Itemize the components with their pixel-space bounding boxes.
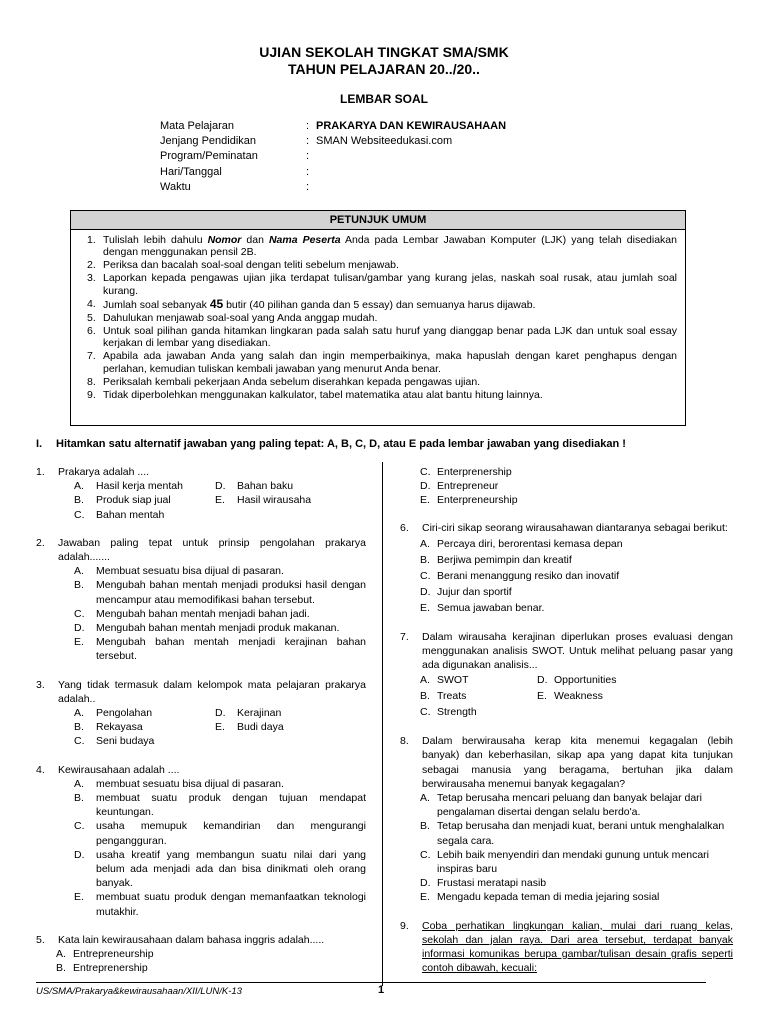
instruction-number: 4. bbox=[87, 297, 96, 310]
instruction-item bbox=[87, 298, 677, 311]
question-number: 1. bbox=[36, 466, 45, 478]
meta-label: Jenjang Pendidikan bbox=[160, 135, 257, 148]
option-b: Rekayasa bbox=[96, 721, 143, 734]
meta-label: Waktu bbox=[160, 180, 191, 193]
instruction-text-part: Anda pada Lembar Jawaban Komputer (LJK) yang telah disediakan dengan menggunakan pensil 2B. bbox=[103, 234, 677, 259]
instruction-text-part: butir (40 pilihan ganda dan 5 essay) dan semuanya harus dijawab. bbox=[223, 298, 536, 311]
option-e: Enterpreneurship bbox=[437, 494, 518, 507]
instruction-number: 1. bbox=[87, 234, 96, 246]
question-number: 5. bbox=[36, 933, 45, 946]
option-c: Berani menanggung resiko dan inovatif bbox=[437, 569, 620, 582]
option-d: Frustasi meratapi nasib bbox=[437, 877, 547, 890]
option-letter: B. bbox=[74, 721, 84, 734]
instruction-number: 6. bbox=[87, 324, 96, 337]
option-letter: D. bbox=[420, 480, 431, 493]
meta-colon: : bbox=[306, 180, 310, 193]
question-text: Dalam berwirausaha kerap kita menemui kegagalan (lebih banyak) dan keberhasilan, sikap apa yang dapat kita tunjukan sebagai manusia yang beragama, bertuhan jika dalam berwirausaha menemui banyak kegagalan? bbox=[422, 735, 733, 790]
option-e: Budi daya bbox=[237, 721, 284, 734]
question-text: Yang tidak termasuk dalam kelompok mata pelajaran prakarya adalah.. bbox=[58, 678, 366, 705]
instruction-emphasis: Nomor bbox=[207, 234, 242, 246]
option-b: Tetap berusaha dan menjadi kuat, berani untuk menghalalkan segala cara. bbox=[437, 820, 725, 847]
meta-row-subject bbox=[160, 119, 506, 134]
instruction-text: Dahulukan menjawab soal-soal yang Anda anggap mudah. bbox=[103, 311, 378, 324]
right-column bbox=[400, 465, 733, 989]
question-text: Kewirausahaan adalah .... bbox=[58, 763, 180, 776]
option-letter: D. bbox=[74, 848, 85, 861]
sheet-title: LEMBAR SOAL bbox=[340, 92, 428, 106]
option-d: Entrepreneur bbox=[437, 480, 499, 493]
option-letter: D. bbox=[537, 674, 548, 687]
instructions-title: PETUNJUK UMUM bbox=[71, 211, 685, 230]
instruction-item bbox=[87, 325, 677, 350]
option-c: Lebih baik menyendiri dan mendaki gunung untuk mencari inspiras baru bbox=[437, 848, 710, 876]
option-letter: E. bbox=[420, 601, 430, 614]
option-letter: A. bbox=[74, 565, 84, 578]
question-5 bbox=[36, 933, 366, 976]
option-c: Strength bbox=[437, 706, 477, 719]
column-divider bbox=[382, 462, 383, 986]
meta-row-date bbox=[160, 165, 506, 180]
option-b: Produk siap jual bbox=[96, 494, 171, 507]
option-a: SWOT bbox=[437, 674, 469, 687]
instruction-text-part: dan bbox=[241, 234, 269, 246]
option-letter: A. bbox=[420, 792, 430, 805]
option-d: usaha kreatif yang membangun suatu nilai dari yang belum ada menjadi ada dan bisa dinikmati oleh orang banyak. bbox=[96, 848, 366, 890]
exam-title: UJIAN SEKOLAH TINGKAT SMA/SMK bbox=[259, 44, 509, 60]
option-a: membuat sesuatu bisa dijual di pasaran. bbox=[96, 777, 284, 790]
option-e: Mengadu kepada teman di media jejaring sosial bbox=[437, 891, 660, 904]
exam-info bbox=[160, 119, 506, 195]
option-letter: A. bbox=[420, 674, 430, 687]
page-number: 1 bbox=[378, 984, 385, 996]
question-7 bbox=[400, 630, 733, 721]
option-letter: A. bbox=[56, 948, 66, 961]
instruction-text: Laporkan kepada pengawas ujian jika terdapat tulisan/gambar yang kurang jelas, naskah soal rusak, atau jumlah soal kurang. bbox=[103, 272, 677, 297]
option-c: usaha memupuk kemandirian dan mengurangi pengangguran. bbox=[96, 820, 366, 847]
option-letter: B. bbox=[56, 962, 66, 975]
option-letter: E. bbox=[537, 690, 547, 703]
option-a: Pengolahan bbox=[96, 707, 153, 720]
option-letter: D. bbox=[420, 585, 431, 598]
option-letter: C. bbox=[420, 848, 431, 861]
question-4 bbox=[36, 763, 366, 919]
meta-value: SMAN Websiteedukasi.com bbox=[316, 135, 453, 148]
option-letter: B. bbox=[74, 494, 84, 507]
meta-label: Hari/Tanggal bbox=[160, 165, 222, 178]
instruction-text: Tidak diperbolehkan menggunakan kalkulator, tabel matematika atau alat bantu hitung lainnya. bbox=[103, 388, 543, 401]
question-8 bbox=[400, 734, 733, 904]
question-number: 6. bbox=[400, 521, 409, 534]
instruction-number: 5. bbox=[87, 311, 96, 324]
question-text: Jawaban paling tepat untuk prinsip pengolahan prakarya adalah....... bbox=[58, 536, 366, 564]
option-letter: A. bbox=[74, 480, 84, 493]
option-letter: E. bbox=[420, 494, 430, 507]
instruction-item bbox=[87, 234, 677, 259]
option-letter: A. bbox=[74, 707, 84, 720]
meta-colon: : bbox=[306, 120, 310, 132]
instruction-number: 3. bbox=[87, 272, 96, 285]
instruction-item bbox=[87, 312, 677, 324]
option-e: Semua jawaban benar. bbox=[437, 601, 545, 614]
option-letter: C. bbox=[74, 607, 85, 620]
instruction-emphasis: Nama Peserta bbox=[268, 234, 341, 246]
option-d: Opportunities bbox=[554, 674, 617, 687]
option-c: Seni budaya bbox=[96, 735, 155, 748]
instruction-text: Periksa dan bacalah soal-soal dengan teliti sebelum menjawab. bbox=[103, 259, 399, 272]
option-d: Jujur dan sportif bbox=[437, 585, 512, 598]
instruction-text: Periksalah kembali pekerjaan Anda sebelum diserahkan kepada pengawas ujian. bbox=[103, 375, 481, 388]
question-1 bbox=[36, 465, 366, 522]
meta-colon: : bbox=[306, 135, 310, 148]
option-e: Weakness bbox=[554, 690, 603, 703]
instruction-number: 9. bbox=[87, 388, 96, 401]
section-text: Hitamkan satu alternatif jawaban yang paling tepat: A, B, C, D, atau E pada lembar jawaban yang disediakan ! bbox=[56, 438, 626, 450]
option-letter: B. bbox=[74, 579, 84, 592]
meta-label: Program/Peminatan bbox=[160, 150, 258, 163]
option-b: Treats bbox=[437, 690, 467, 703]
instruction-item bbox=[87, 389, 677, 401]
meta-row-program bbox=[160, 149, 506, 164]
option-d: Kerajinan bbox=[237, 707, 282, 720]
option-letter: D. bbox=[215, 480, 226, 493]
instruction-text bbox=[103, 234, 677, 259]
option-e: membuat suatu produk dengan memanfaatkan teknologi mutakhir. bbox=[96, 891, 366, 918]
option-b: Berjiwa pemimpin dan kreatif bbox=[437, 553, 572, 566]
general-instructions-box bbox=[70, 210, 686, 426]
question-3 bbox=[36, 678, 366, 749]
question-text: Coba perhatikan lingkungan kalian, mulai dari ruang kelas, sekolah dan jalan raya. Dari area tersebut, terdapat banyak informasi komunikas berupa gambar/tulisan desain grafis seperti contoh dibawah, kecuali: bbox=[422, 919, 733, 975]
option-a: Membuat sesuatu bisa dijual di pasaran. bbox=[96, 565, 284, 578]
question-5-continued bbox=[400, 465, 733, 508]
meta-colon: : bbox=[306, 150, 310, 163]
option-letter: B. bbox=[74, 792, 84, 805]
question-number: 9. bbox=[400, 919, 409, 932]
option-letter: E. bbox=[420, 891, 430, 904]
option-letter: C. bbox=[420, 466, 431, 478]
instruction-text: Untuk soal pilihan ganda hitamkan lingkaran pada salah satu huruf yang dianggap benar pada LJK dan untuk soal essay kerjakan di lembar yang disediakan. bbox=[103, 324, 677, 350]
section-number: I. bbox=[36, 438, 43, 450]
option-letter: B. bbox=[420, 553, 430, 566]
option-letter: D. bbox=[420, 877, 431, 890]
instruction-text: Apabila ada jawaban Anda yang salah dan ingin memperbaikinya, maka hapuslah dengan karet penghapus dengan perlahan, kemudian tuliskan kembali jawaban yang menurut Anda benar. bbox=[103, 350, 677, 375]
instruction-item bbox=[87, 350, 677, 375]
option-letter: D. bbox=[215, 707, 226, 720]
instruction-text-part: Tulislah lebih dahulu bbox=[103, 234, 208, 246]
option-letter: E. bbox=[215, 494, 225, 507]
meta-label: Mata Pelajaran bbox=[160, 120, 234, 132]
option-letter: E. bbox=[215, 721, 225, 734]
instruction-item bbox=[87, 376, 677, 388]
option-letter: A. bbox=[74, 777, 84, 790]
option-b: Entreprenership bbox=[73, 962, 148, 975]
academic-year: TAHUN PELAJARAN 20../20.. bbox=[288, 61, 480, 77]
question-text: Ciri-ciri sikap seorang wirausahawan diantaranya sebagai berikut: bbox=[422, 521, 728, 534]
option-e: Mengubah bahan mentah menjadi kerajinan bahan tersebut. bbox=[96, 636, 366, 663]
option-letter: A. bbox=[420, 537, 430, 550]
option-d: Bahan baku bbox=[237, 480, 294, 493]
question-number: 2. bbox=[36, 536, 45, 549]
option-letter: C. bbox=[420, 569, 431, 582]
question-number: 3. bbox=[36, 678, 45, 691]
option-a: Entrepreneurship bbox=[73, 948, 154, 961]
option-c: Mengubah bahan mentah menjadi bahan jadi. bbox=[96, 607, 310, 620]
instruction-number: 8. bbox=[87, 375, 96, 388]
option-b: Mengubah bahan mentah menjadi produksi hasil dengan mencampur atau memodifikasi bahan tersebut. bbox=[96, 579, 366, 606]
left-column bbox=[36, 465, 366, 990]
question-number: 8. bbox=[400, 735, 409, 748]
question-text: Prakarya adalah .... bbox=[58, 466, 150, 478]
option-a: Percaya diri, berorentasi kemasa depan bbox=[437, 537, 623, 550]
option-letter: C. bbox=[420, 706, 431, 719]
option-e: Hasil wirausaha bbox=[237, 494, 312, 507]
section-heading bbox=[36, 438, 626, 450]
option-d: Mengubah bahan mentah menjadi produk makanan. bbox=[96, 622, 340, 635]
question-6 bbox=[400, 520, 733, 616]
instruction-item bbox=[87, 272, 677, 297]
footer-code: US/SMA/Prakarya&kewirausahaan/XII/LUN/K-13 bbox=[36, 986, 242, 997]
instruction-text-part: Jumlah soal sebanyak bbox=[103, 298, 210, 311]
option-c: Enterprenership bbox=[437, 466, 512, 478]
option-letter: C. bbox=[74, 820, 85, 833]
option-b: membuat suatu produk dengan tujuan mendapat keuntungan. bbox=[96, 792, 366, 819]
instruction-item bbox=[87, 259, 677, 271]
option-a: Hasil kerja mentah bbox=[96, 480, 183, 493]
meta-value: PRAKARYA DAN KEWIRAUSAHAAN bbox=[316, 120, 507, 132]
meta-row-time bbox=[160, 180, 506, 195]
option-letter: E. bbox=[74, 636, 84, 649]
question-9 bbox=[400, 919, 733, 976]
option-letter: E. bbox=[74, 891, 84, 904]
option-letter: B. bbox=[420, 690, 430, 703]
question-text: Dalam wirausaha kerajinan diperlukan proses evaluasi dengan menggunakan analisis SWOT. Untuk melihat peluang pasar yang ada digunakan analisis... bbox=[422, 630, 733, 672]
option-letter: C. bbox=[74, 508, 85, 521]
question-2 bbox=[36, 536, 366, 664]
instruction-number: 7. bbox=[87, 350, 96, 363]
instruction-text bbox=[103, 298, 677, 311]
instructions-list bbox=[71, 230, 685, 401]
option-letter: B. bbox=[420, 820, 430, 833]
instruction-number: 2. bbox=[87, 259, 96, 272]
question-number: 4. bbox=[36, 763, 45, 776]
meta-colon: : bbox=[306, 165, 310, 178]
option-letter: D. bbox=[74, 622, 85, 635]
option-a: Tetap berusaha mencari peluang dan banyak belajar dari pengalaman disertai dengan selalu berdo'a. bbox=[437, 792, 703, 819]
option-letter: C. bbox=[74, 735, 85, 748]
option-c: Bahan mentah bbox=[96, 508, 165, 521]
question-number: 7. bbox=[400, 630, 409, 643]
instruction-bold: 45 bbox=[209, 296, 224, 311]
meta-row-level bbox=[160, 134, 506, 149]
footer-rule bbox=[36, 982, 706, 983]
question-text: Kata lain kewirausahaan dalam bahasa inggris adalah..... bbox=[58, 933, 325, 946]
